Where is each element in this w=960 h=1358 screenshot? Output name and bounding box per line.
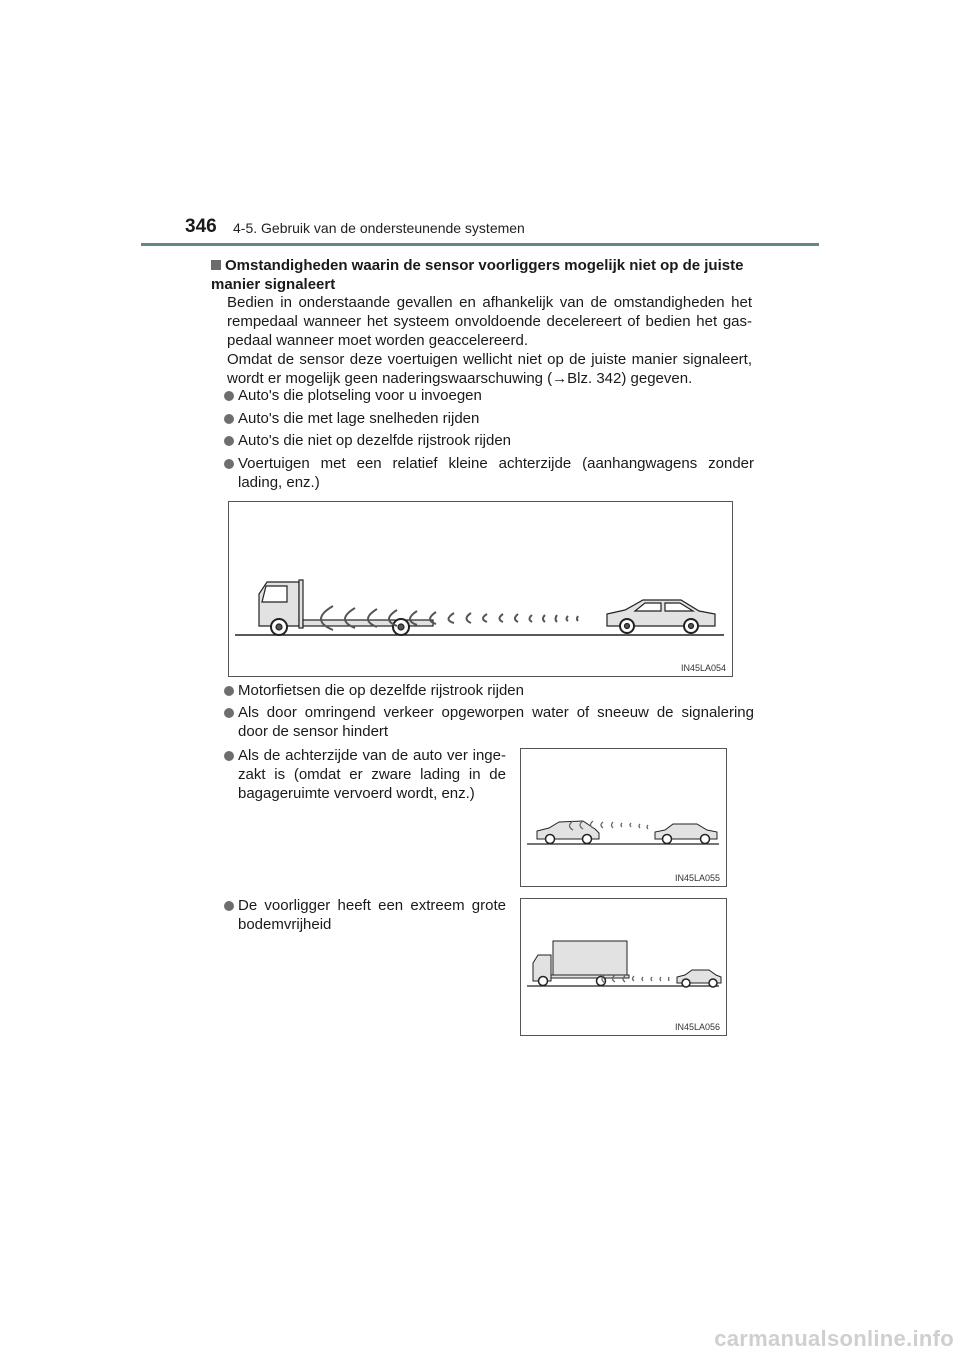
section-body <box>227 293 752 388</box>
list-item-text: De voorligger heeft een extreem grote bodemvrijheid <box>238 897 506 933</box>
bullet-dot-icon <box>224 686 234 696</box>
list-item-text: Auto's die plotseling voor u invoegen <box>238 387 482 404</box>
bullet-dot-icon <box>224 459 234 469</box>
figure-high-clearance <box>520 898 727 1036</box>
list-item <box>224 681 754 700</box>
list-item-text: Voertuigen met een relatief kleine achterzijde (aanhangwagens zonder lading, enz.) <box>238 455 754 491</box>
list-item <box>224 896 506 934</box>
list-item <box>224 386 754 405</box>
bullet-dot-icon <box>224 901 234 911</box>
list-item-text: Auto's die niet op dezelfde rijstrook rijden <box>238 432 512 449</box>
watermark-bar <box>0 1300 960 1358</box>
watermark-text: carmanualsonline.info <box>714 1326 954 1351</box>
list-item <box>224 409 754 428</box>
list-item-text: Motorfietsen die op dezelfde rijstrook rijden <box>238 682 524 699</box>
bullet-dot-icon <box>224 708 234 718</box>
bullet-dot-icon <box>224 436 234 446</box>
chapter-title: 4-5. Gebruik van de ondersteunende systemen <box>233 220 525 236</box>
rear-sagging-illustration <box>521 749 726 886</box>
figure-code: IN45LA056 <box>674 1022 720 1032</box>
bullet-dot-icon <box>224 751 234 761</box>
list-item <box>224 454 754 492</box>
truck-trailer-illustration <box>229 502 732 676</box>
list-item <box>224 746 506 803</box>
section-title <box>211 256 756 294</box>
list-item-text: Als door omringend verkeer opgeworpen water of sneeuw de signalering door de sensor hindert <box>238 704 754 740</box>
sedan-icon <box>607 600 715 633</box>
sedan-icon <box>655 824 717 844</box>
body-paragraph-1: Bedien in onderstaande gevallen en afhankelijk van de omstandigheden het rempedaal wanneer het systeem onvoldoende decelereert of bedien het gas-pedaal wanneer moet worden geaccelereerd. <box>227 294 752 349</box>
box-truck-icon <box>533 941 629 986</box>
figure-rear-sagging <box>520 748 727 887</box>
list-item <box>224 703 754 741</box>
list-item <box>224 431 754 450</box>
sedan-icon <box>677 970 721 987</box>
figure-code: IN45LA055 <box>674 873 720 883</box>
high-clearance-illustration <box>521 899 726 1035</box>
bullet-dot-icon <box>224 414 234 424</box>
truck-icon <box>259 580 433 635</box>
figure-truck-trailer <box>228 501 733 677</box>
square-bullet-icon <box>211 260 221 270</box>
body-paragraph-2: Omdat de sensor deze voertuigen wellicht niet op de juiste manier signaleert, wordt er mogelijk geen naderingswaarschuwing (→Blz. 342) gegeven. <box>227 351 752 387</box>
bullet-dot-icon <box>224 391 234 401</box>
page-number: 346 <box>185 216 217 237</box>
sedan-icon <box>537 821 599 844</box>
figure-code: IN45LA054 <box>680 663 726 673</box>
list-item-text: Auto's die met lage snelheden rijden <box>238 410 480 427</box>
section-title-text: Omstandigheden waarin de sensor voorliggers mogelijk niet op de juiste manier signaleert <box>211 257 744 293</box>
header-rule <box>141 243 819 246</box>
list-item-text: Als de achterzijde van de auto ver inge-zakt is (omdat er zware lading in de bagageruimte vervoerd wordt, enz.) <box>238 747 506 802</box>
